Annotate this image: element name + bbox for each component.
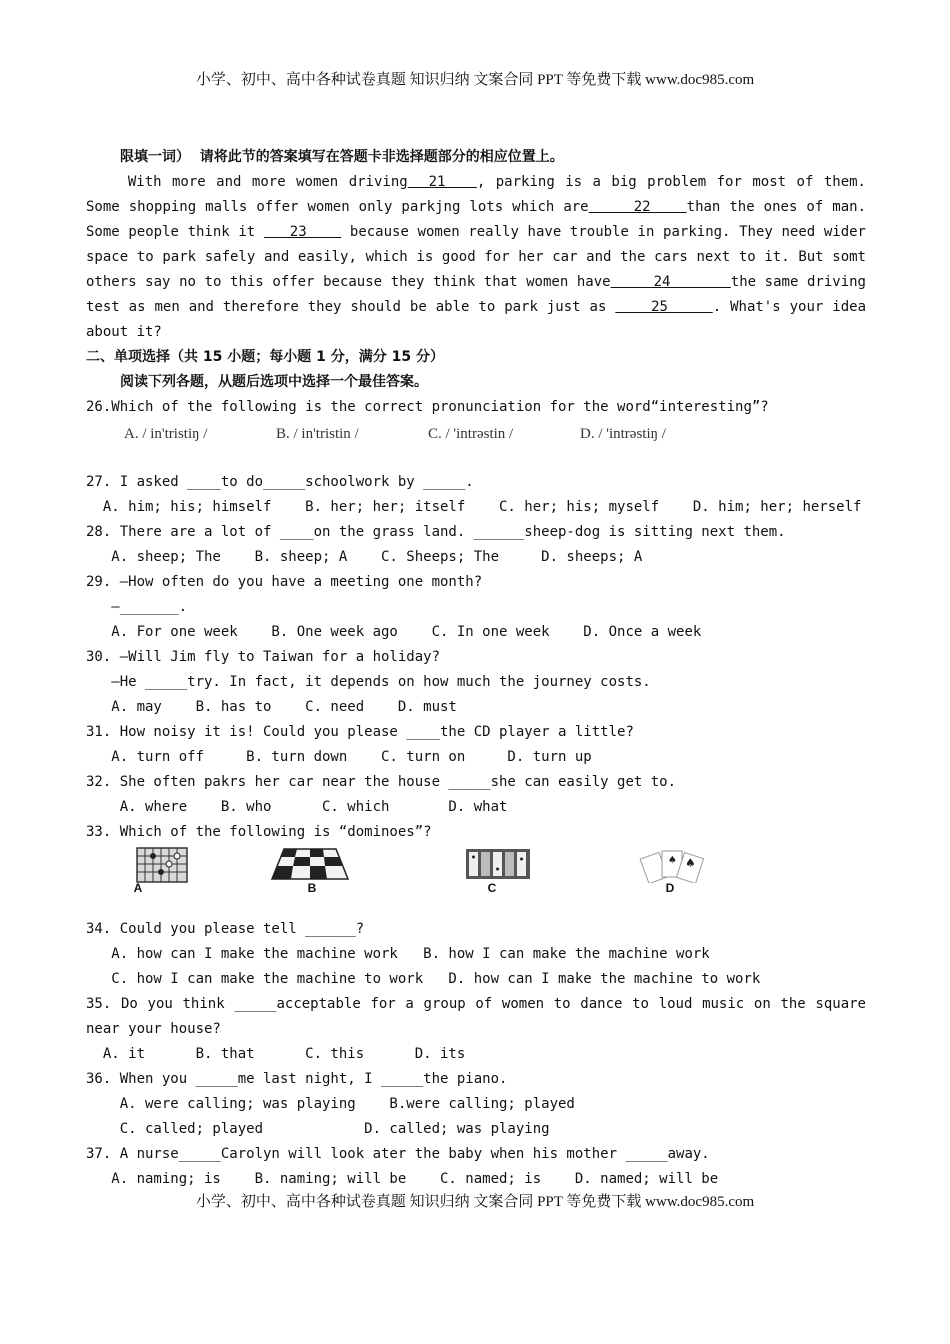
q33-option-b-chess-board: [270, 847, 350, 897]
q26-option-c: C. / 'intrəstin /: [428, 426, 514, 442]
blank-24: 24: [610, 274, 731, 290]
question-28-stem: 28. There are a lot of ____on the grass land. ______sheep-dog is sitting next them.: [86, 524, 786, 540]
cloze-line-2: Some shopping malls offer women only parkjng lots which are 22 than the ones of man.: [86, 199, 867, 215]
cloze-line-5: others say no to this offer because they think that women have 24 the same driving: [86, 274, 866, 290]
question-32-options: A. where B. who C. which D. what: [86, 799, 508, 815]
blank-25: 25: [615, 299, 713, 315]
question-30-options: A. may B. has to C. need D. must: [86, 699, 457, 715]
q33-label-c: C: [487, 881, 497, 895]
blank-23: 23: [263, 224, 342, 240]
question-26-stem: 26.Which of the following is the correct pronunciation for the word“interesting”?: [86, 399, 769, 415]
svg-text:♠: ♠: [668, 855, 677, 866]
question-35-options: A. it B. that C. this D. its: [86, 1046, 466, 1062]
spacer: [86, 905, 866, 917]
cloze-line-6: test as men and therefore they should be able to park just as 25 . What's your idea: [86, 299, 866, 315]
question-30-stem: 30. —Will Jim fly to Taiwan for a holiday?: [86, 649, 441, 665]
q26-option-b: B. / in'tristin /: [276, 426, 359, 442]
question-33-pictures: [86, 847, 866, 905]
question-29-stem-2: —_______.: [86, 599, 188, 615]
section-instruction: 阅读下列各题，从题后选项中选择一个最佳答案。: [120, 374, 428, 390]
question-34-options-2: C. how I can make the machine to work D. how can I make the machine to work: [86, 971, 761, 987]
question-36-stem: 36. When you _____me last night, I _____the piano.: [86, 1071, 508, 1087]
question-34-options-1: A. how can I make the machine work B. how I can make the machine work: [86, 946, 710, 962]
question-32-stem: 32. She often pakrs her car near the house _____she can easily get to.: [86, 774, 677, 790]
cloze-line-3: Some people think it 23 because women really have trouble in parking. They need wider: [86, 224, 866, 240]
page-header: 小学、初中、高中各种试卷真题 知识归纳 文案合同 PPT 等免费下载 www.doc985.com: [195, 72, 755, 88]
question-34-stem: 34. Could you please tell ______?: [86, 921, 365, 937]
question-35-stem: 35. Do you think _____acceptable for a group of women to dance to loud music on the square: [86, 996, 866, 1012]
question-31-stem: 31. How noisy it is! Could you please ____the CD player a little?: [86, 724, 634, 740]
question-27-stem: 27. I asked ____to do_____schoolwork by _____.: [86, 474, 474, 490]
question-36-options-2: C. called; played D. called; was playing: [86, 1121, 550, 1137]
q26-option-a: A. / in'tristiŋ /: [124, 426, 208, 442]
section-title: 二、单项选择（共 15 小题；每小题 1 分，满分 15 分）: [86, 349, 444, 365]
question-27-options: A. him; his; himself B. her; her; itself C. her; his; myself D. him; her; herself: [86, 499, 862, 515]
cloze-line-7: about it?: [86, 324, 162, 340]
question-30-stem-2: —He _____try. In fact, it depends on how much the journey costs.: [86, 674, 651, 690]
cloze-line-1: With more and more women driving 21 , parking is a big problem for most of them.: [86, 174, 866, 190]
question-35-stem-2: near your house?: [86, 1021, 221, 1037]
question-28-options: A. sheep; The B. sheep; A C. Sheeps; The D. sheeps; A: [86, 549, 643, 565]
q33-label-b: B: [307, 881, 317, 895]
q33-label-a: A: [133, 881, 143, 895]
cloze-instruction: 限填一词） 请将此节的答案填写在答题卡非选择题部分的相应位置上。: [120, 149, 564, 165]
q33-option-d-playing-cards: [634, 847, 714, 897]
question-29-options: A. For one week B. One week ago C. In one week D. Once a week: [86, 624, 702, 640]
blank-22: 22: [588, 199, 687, 215]
question-26-options: [86, 420, 866, 445]
q33-option-a-go-board: [122, 847, 202, 897]
question-36-options-1: A. were calling; was playing B.were calling; played: [86, 1096, 575, 1112]
q33-option-c-dominoes: [458, 847, 538, 897]
page-footer: 小学、初中、高中各种试卷真题 知识归纳 文案合同 PPT 等免费下载 www.doc985.com: [195, 1194, 755, 1210]
question-29-stem: 29. —How often do you have a meeting one month?: [86, 574, 483, 590]
cloze-line-4: space to park safely and easily, which is good for her car and the cars next to it. But somt: [86, 249, 866, 265]
spacer: [86, 445, 866, 470]
q26-option-d: D. / 'intrəstiŋ /: [580, 426, 666, 442]
exam-content: [86, 145, 866, 1192]
q33-label-d: D: [665, 881, 675, 895]
question-37-options: A. naming; is B. naming; will be C. named; is D. named; will be: [86, 1171, 719, 1187]
blank-21: 21: [407, 174, 477, 190]
question-33-stem: 33. Which of the following is “dominoes”?: [86, 824, 432, 840]
question-31-options: A. turn off B. turn down C. turn on D. turn up: [86, 749, 592, 765]
svg-text:♠: ♠: [685, 856, 696, 870]
question-37-stem: 37. A nurse_____Carolyn will look ater the baby when his mother _____away.: [86, 1146, 710, 1162]
